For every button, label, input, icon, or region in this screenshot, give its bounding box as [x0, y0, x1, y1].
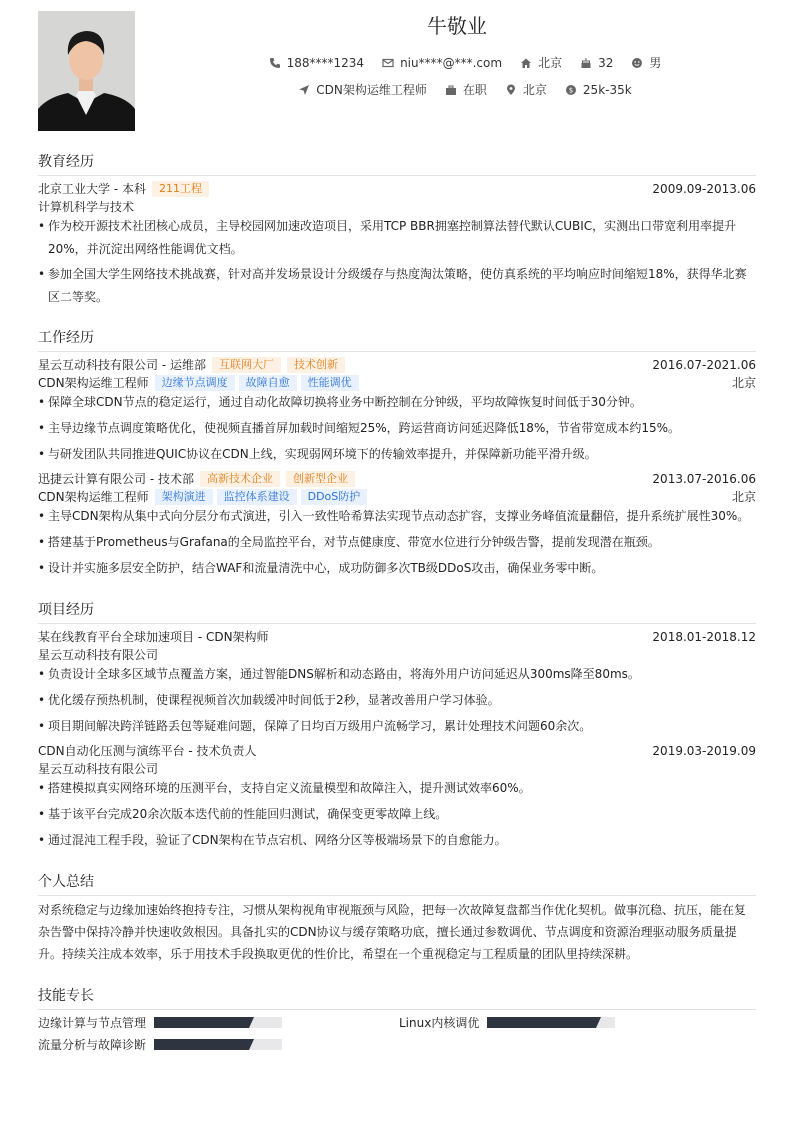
target-city-item: [505, 81, 547, 98]
location-icon: [505, 84, 517, 96]
project-bullet: • 负责设计全球多区域节点覆盖方案，通过智能DNS解析和动态路由，将海外用户访问延迟从300ms降至80ms。: [38, 663, 756, 686]
skill-bar: [487, 1017, 615, 1028]
job-role-row: [38, 488, 756, 505]
job-city: 北京: [731, 490, 756, 504]
mail-icon: [382, 57, 394, 69]
email-text: niu****@***.com: [400, 55, 503, 70]
project-name: CDN自动化压测与演练平台 - 技术负责人: [38, 744, 257, 758]
salary-text: 25k-35k: [582, 82, 632, 97]
skills-section-title: 技能专长: [38, 985, 756, 1010]
email-item: [382, 54, 502, 71]
project-name: 某在线教育平台全球加速项目 - CDN架构师: [38, 630, 269, 644]
school-name: 北京工业大学 - 本科: [38, 182, 146, 196]
skill-item: [38, 1036, 282, 1053]
job-role: CDN架构运维工程师: [38, 376, 149, 390]
target-city-text: 北京: [522, 83, 547, 97]
work-section-title: 工作经历: [38, 327, 756, 352]
hometown-text: 北京: [538, 56, 563, 70]
company-name: 星云互动科技有限公司 - 运维部: [38, 358, 206, 372]
job-status-text: 在职: [462, 83, 487, 97]
job-bullet: • 保障全球CDN节点的稳定运行，通过自动化故障切换将业务中断控制在分钟级，平均故障恢复时间低于30分钟。: [38, 391, 756, 414]
education-date: 2009.09-2013.06: [652, 181, 756, 196]
phone-text: 188****1234: [286, 55, 365, 70]
target-position-text: CDN架构运维工程师: [316, 83, 427, 97]
send-icon: [298, 84, 310, 96]
skill-bar-fill: [154, 1039, 249, 1050]
project-bullet: • 优化缓存预热机制，使课程视频首次加载缓冲时间低于2秒，显著改善用户学习体验。: [38, 689, 756, 712]
company-tag: 创新型企业: [286, 471, 355, 487]
job-city: 北京: [731, 376, 756, 390]
project-date: 2018.01-2018.12: [652, 629, 756, 644]
project-bullet: • 项目期间解决跨洋链路丢包等疑难问题，保障了日均百万级用户流畅学习，累计处理技术问题60余次。: [38, 715, 756, 738]
project-bullet: • 搭建模拟真实网络环境的压测平台，支持自定义流量模型和故障注入，提升测试效率60%。: [38, 777, 756, 800]
job-intent-row: [135, 81, 794, 98]
role-tag: 架构演进: [155, 489, 213, 505]
skill-name: 边缘计算与节点管理: [38, 1016, 147, 1030]
home-icon: [520, 57, 532, 69]
project-date: 2019.03-2019.09: [652, 743, 756, 758]
role-tag: 监控体系建设: [217, 489, 297, 505]
job-header: [38, 356, 756, 373]
education-bullet: • 参加全国大学生网络技术挑战赛，针对高并发场景设计分级缓存与热度淘汰策略，使仿真系统的平均响应时间缩短18%，获得华北赛区二等奖。: [38, 263, 756, 309]
school-tag: 211工程: [152, 181, 209, 197]
project-bullet: • 通过混沌工程手段，验证了CDN架构在节点宕机、网络分区等极端场景下的自愈能力。: [38, 829, 756, 852]
salary-item: [565, 81, 632, 98]
age-item: [580, 54, 613, 71]
contact-row: [135, 54, 794, 71]
job-role: CDN架构运维工程师: [38, 490, 149, 504]
skill-item: [38, 1014, 282, 1031]
gender-item: [631, 54, 661, 71]
age-text: 32: [598, 55, 614, 70]
job-bullet: • 主导CDN架构从集中式向分层分布式演进，引入一致性哈希算法实现节点动态扩容，支撑业务峰值流量翻倍，提升系统扩展性30%。: [38, 505, 756, 528]
job-role-row: [38, 374, 756, 391]
education-header: [38, 180, 756, 197]
projects-section-title: 项目经历: [38, 599, 756, 624]
project-header: [38, 628, 756, 645]
phone-icon: [269, 57, 281, 69]
job-bullet: • 与研发团队共同推进QUIC协议在CDN上线，实现弱网环境下的传输效率提升，并保障新功能平滑升级。: [38, 443, 756, 466]
phone-item: [269, 54, 364, 71]
company-tag: 高新技术企业: [200, 471, 280, 487]
company-name: 迅捷云计算有限公司 - 技术部: [38, 472, 194, 486]
role-tag: 性能调优: [301, 375, 359, 391]
project-bullet: • 基于该平台完成20余次版本迭代前的性能回归测试，确保变更零故障上线。: [38, 803, 756, 826]
svg-text:$: $: [568, 86, 574, 95]
job-status-item: [445, 81, 487, 98]
summary-section-title: 个人总结: [38, 871, 756, 896]
skill-bar-fill: [154, 1017, 249, 1028]
salary-icon: [565, 84, 577, 96]
company-tag: 互联网大厂: [212, 357, 281, 373]
gender-icon: [631, 57, 643, 69]
role-tag: DDoS防护: [301, 489, 368, 505]
candidate-name: 牛敬业: [427, 14, 487, 38]
job-header: [38, 470, 756, 487]
education-bullet: • 作为校开源技术社团核心成员，主导校园网加速改造项目，采用TCP BBR拥塞控制算法替代默认CUBIC，实测出口带宽利用率提升20%，并沉淀出网络性能调优文档。: [38, 215, 756, 261]
summary-text: 对系统稳定与边缘加速始终抱持专注，习惯从架构视角审视瓶颈与风险，把每一次故障复盘都当作优化契机。做事沉稳、抗压，能在复杂告警中保持冷静并快速收敛根因。具备扎实的CDN协议与缓存策略功底，擅长通过参数调优、节点调度和资源治理驱动服务质量提升。持续关注成本效率，乐于用技术手段换取更优的性价比，希望在一个重视稳定与工程质量的团队里持续深耕。: [38, 903, 747, 961]
cake-icon: [580, 57, 592, 69]
role-tag: 故障自愈: [239, 375, 297, 391]
skill-item: [399, 1014, 615, 1031]
project-company: 星云互动科技有限公司: [38, 648, 159, 662]
skill-name: 流量分析与故障诊断: [38, 1038, 147, 1052]
role-tag: 边缘节点调度: [155, 375, 235, 391]
skill-name: Linux内核调优: [399, 1016, 480, 1030]
job-date: 2016.07-2021.06: [652, 357, 756, 372]
target-position-item: [298, 81, 427, 98]
job-bullet: • 设计并实施多层安全防护，结合WAF和流量清洗中心，成功防御多次TB级DDoS攻击，确保业务零中断。: [38, 557, 756, 580]
education-section-title: 教育经历: [38, 151, 756, 176]
job-bullet: • 搭建基于Prometheus与Grafana的全局监控平台，对节点健康度、带宽水位进行分钟级告警，提前发现潜在瓶颈。: [38, 531, 756, 554]
hometown-item: [520, 54, 562, 71]
project-company: 星云互动科技有限公司: [38, 762, 159, 776]
company-tag: 技术创新: [287, 357, 345, 373]
gender-text: 男: [649, 56, 662, 70]
skill-bar-fill: [487, 1017, 596, 1028]
status-icon: [445, 84, 457, 96]
skill-bar: [154, 1039, 282, 1050]
job-date: 2013.07-2016.06: [652, 471, 756, 486]
project-header: [38, 742, 756, 759]
job-bullet: • 主导边缘节点调度策略优化，使视频直播首屏加载时间缩短25%，跨运营商访问延迟降低18%，节省带宽成本约15%。: [38, 417, 756, 440]
major: 计算机科学与技术: [38, 200, 135, 214]
skill-bar: [154, 1017, 282, 1028]
